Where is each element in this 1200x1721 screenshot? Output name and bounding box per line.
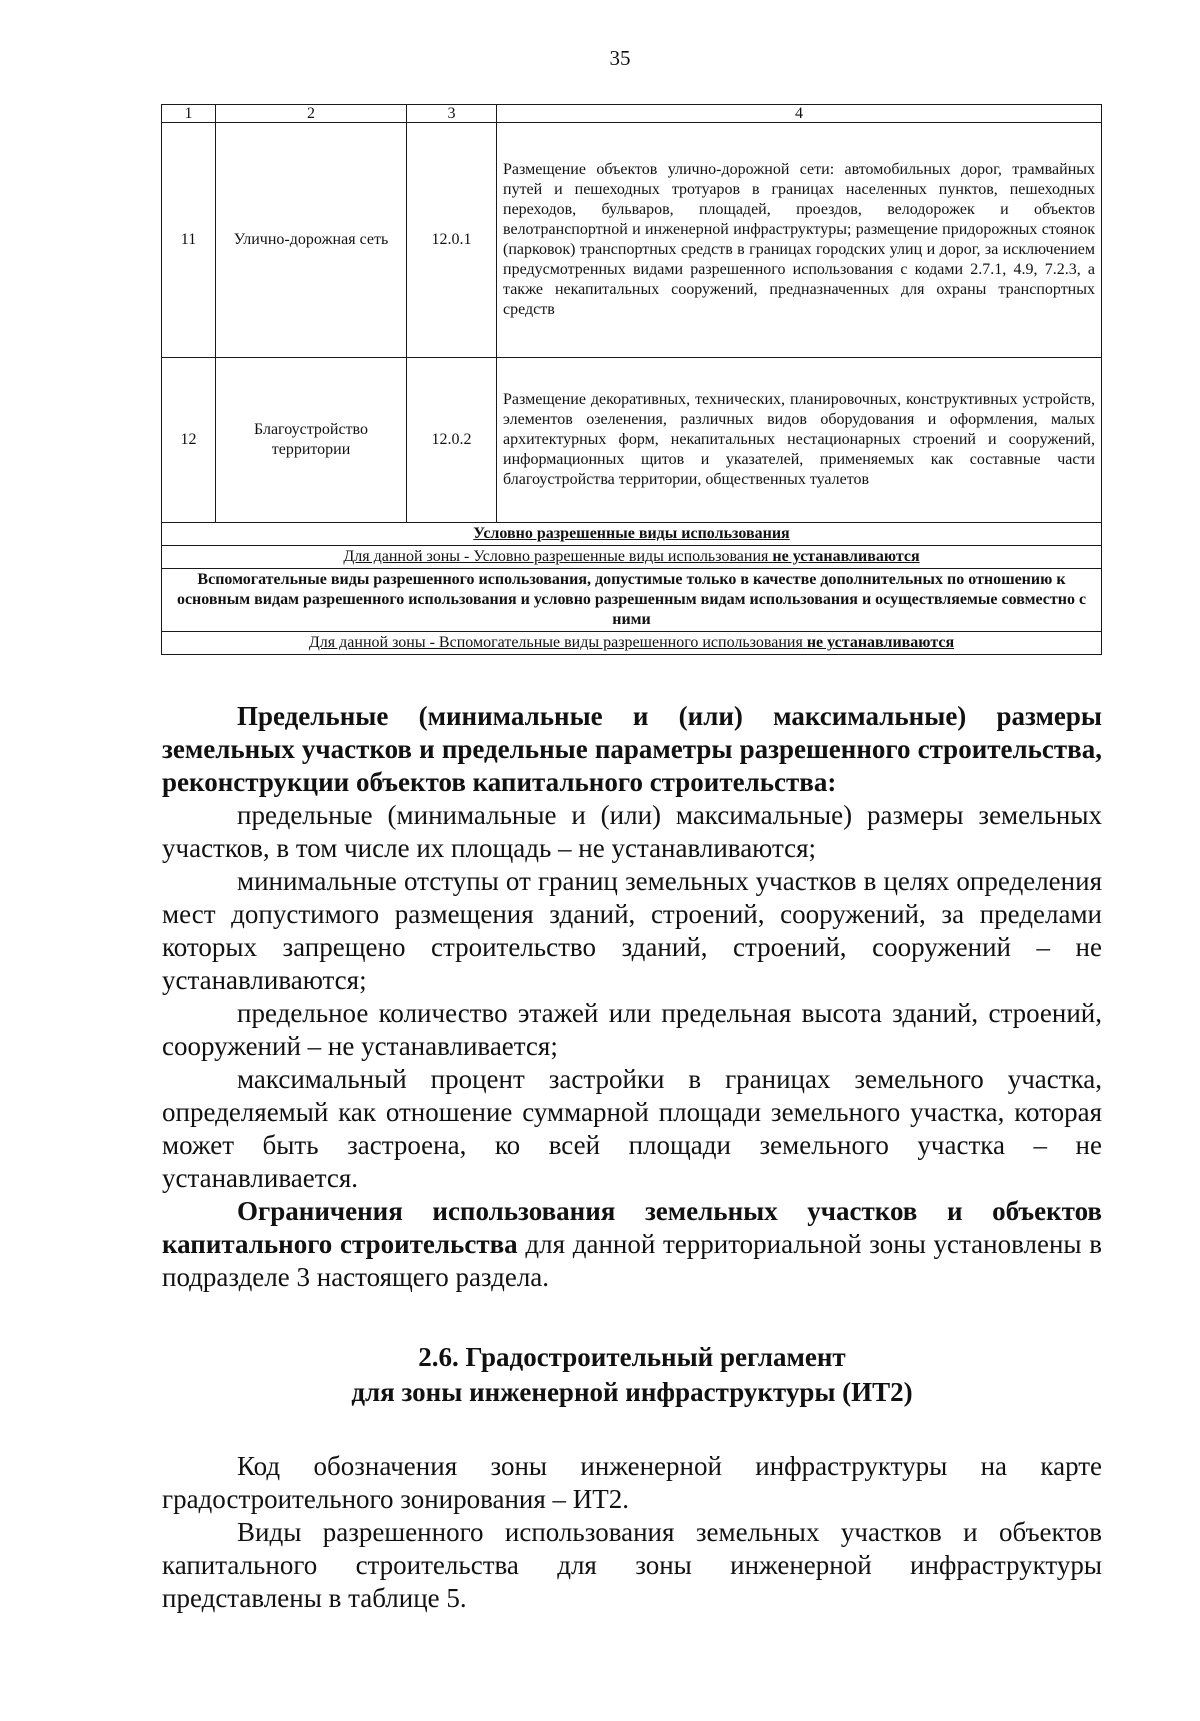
restrictions-paragraph	[162, 1195, 1102, 1294]
use-type-code: 12.0.1	[407, 123, 497, 358]
restrictions-text: для данной территориальной зоны установлены в подразделе 3 настоящего раздела.	[162, 1229, 1102, 1292]
use-type-code: 12.0.2	[407, 358, 497, 523]
section-title	[162, 1340, 1102, 1410]
table-row	[162, 358, 1102, 523]
section-title-line: для зоны инженерной инфраструктуры (ИТ2)	[351, 1377, 913, 1407]
table-row	[162, 123, 1102, 358]
conditional-uses-note	[162, 546, 1102, 569]
limits-heading: Предельные (минимальные и (или) максимальные) размеры земельных участков и предельные параметры разрешенного строительства, реконструкции объектов капитального строительства:	[162, 701, 1102, 797]
use-type-description: Размещение объектов улично-дорожной сети: автомобильных дорог, трамвайных путей и пешеходных тротуаров в границах населенных пунктов, пешеходных переходов, бульваров, площадей, проездов, велодорожек и объектов велотранспортной и инженерной инфраструктуры; размещение придорожных стоянок (парковок) транспортных средств в границах городских улиц и дорог, за исключением предусмотренных видами разрешенного использования с кодами 2.7.1, 4.9, 7.2.3, а также некапитальных сооружений, предназначенных для охраны транспортных средств	[497, 123, 1102, 358]
auxiliary-uses-note	[162, 632, 1102, 655]
header-cell: 1	[162, 105, 216, 123]
conditional-note-emphasis: не устанавливаются	[772, 548, 920, 565]
auxiliary-uses-title: Вспомогательные виды разрешенного использования, допустимые только в качестве дополнительных по отношению к основным видам разрешенного использования и условно разрешенным видам использования и осуществляемые совместно с ними	[162, 569, 1102, 632]
use-type-name: Благоустройство территории	[216, 358, 407, 523]
header-cell: 3	[407, 105, 497, 123]
page-number: 35	[609, 46, 631, 70]
auxiliary-note-text: Для данной зоны - Вспомогательные виды разрешенного использования	[308, 634, 807, 651]
row-number: 11	[162, 123, 216, 358]
auxiliary-note-emphasis: не устанавливаются	[806, 634, 955, 651]
conditional-uses-title: Условно разрешенные виды использования	[162, 523, 1102, 546]
paragraph: предельные (минимальные и (или) максимальные) размеры земельных участков, в том числе их площадь – не устанавливаются;	[162, 800, 1102, 863]
document-body	[162, 700, 1102, 1615]
paragraph: предельное количество этажей или предельная высота зданий, строений, сооружений – не устанавливается;	[162, 998, 1102, 1061]
paragraph: Виды разрешенного использования земельных участков и объектов капитального строительства для зоны инженерной инфраструктуры представлены в таблице 5.	[162, 1517, 1102, 1613]
table-row	[162, 632, 1102, 655]
header-cell: 4	[497, 105, 1102, 123]
conditional-note-text: Для данной зоны - Условно разрешенные виды использования	[343, 548, 773, 565]
table-row	[162, 569, 1102, 632]
restrictions-emphasis: Ограничения использования земельных участков и объектов капитального строительства	[162, 1196, 1102, 1259]
header-cell: 2	[216, 105, 407, 123]
use-type-description: Размещение декоративных, технических, планировочных, конструктивных устройств, элементов озеленения, различных видов оборудования и оформления, малых архитектурных форм, некапитальных нестационарных строений и сооружений, информационных щитов и указателей, применяемых как составные части благоустройства территории, общественных туалетов	[497, 358, 1102, 523]
table-row	[162, 523, 1102, 546]
section-title-line: 2.6. Градостроительный регламент	[418, 1342, 846, 1372]
use-type-name: Улично-дорожная сеть	[216, 123, 407, 358]
paragraph: максимальный процент застройки в границах земельного участка, определяемый как отношение суммарной площади земельного участка, которая может быть застроена, ко всей площади земельного участка – не устанавливается.	[162, 1064, 1102, 1193]
paragraph: Код обозначения зоны инженерной инфраструктуры на карте градостроительного зонирования – ИТ2.	[162, 1451, 1102, 1514]
row-number: 12	[162, 358, 216, 523]
table-row	[162, 546, 1102, 569]
paragraph: минимальные отступы от границ земельных участков в целях определения мест допустимого размещения зданий, строений, сооружений, за пределами которых запрещено строительство зданий, строений, сооружений – не устанавливаются;	[162, 866, 1102, 995]
table-header-row	[162, 105, 1102, 123]
land-use-table	[161, 104, 1102, 655]
